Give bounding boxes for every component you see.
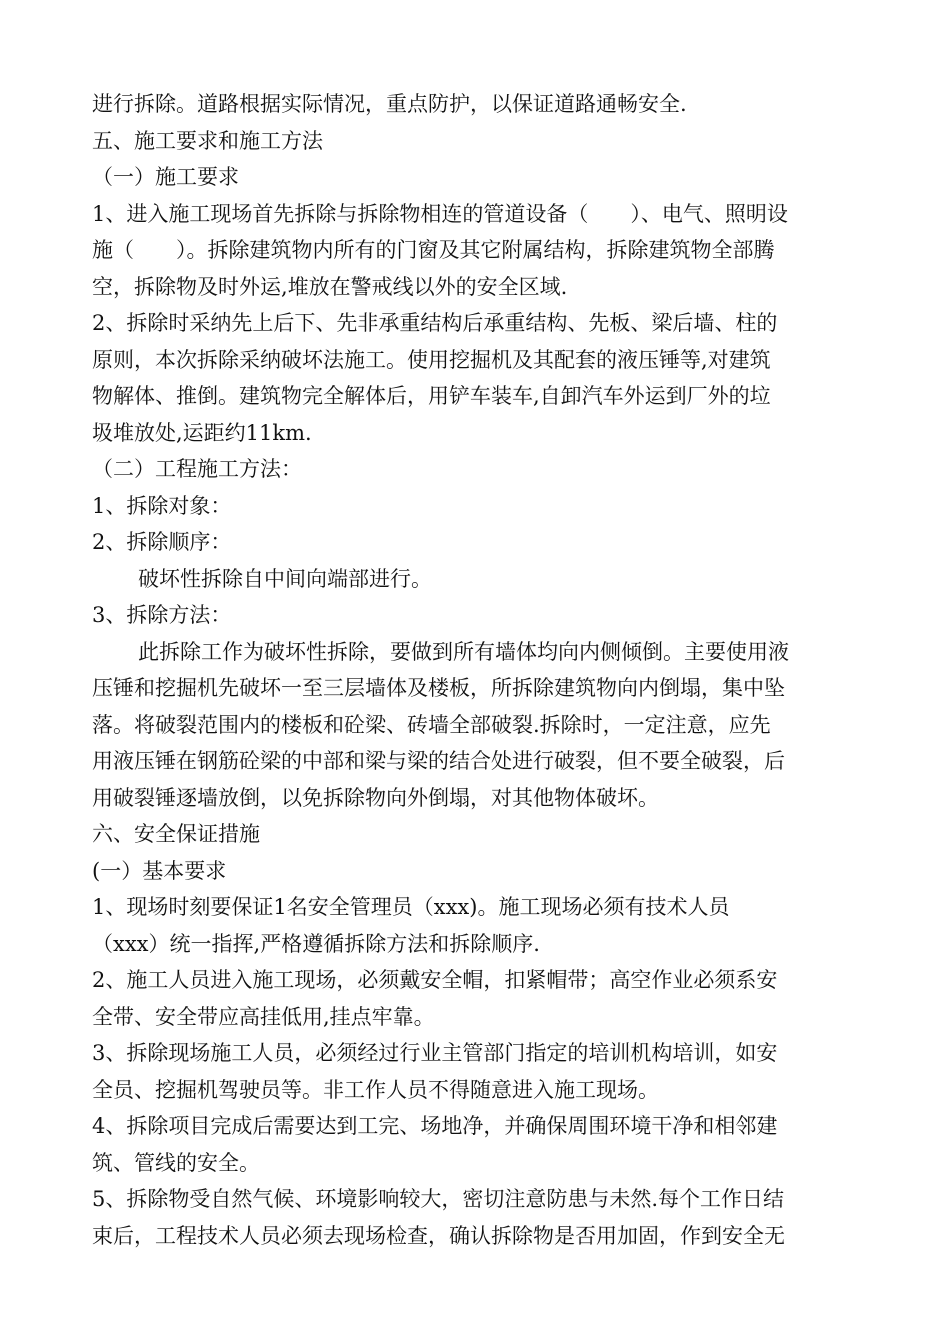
text-line: 5、拆除物受自然气候、环境影响较大，密切注意防患与未然.每个工作日结 bbox=[92, 1187, 785, 1211]
text-line: 筑、管线的安全。 bbox=[92, 1150, 260, 1175]
text-line: 1、现场时刻要保证1名安全管理员（xxx)。施工现场必须有技术人员 bbox=[92, 895, 730, 919]
text-line: 施（ ）。拆除建筑物内所有的门窗及其它附属结构，拆除建筑物全部腾 bbox=[92, 238, 775, 262]
text-line: 进行拆除。道路根据实际情况，重点防护，以保证道路通畅安全. bbox=[92, 92, 687, 116]
text-line: 圾堆放处,运距约11km. bbox=[92, 420, 312, 445]
indented-text-line: 此拆除工作为破坏性拆除，要做到所有墙体均向内侧倾倒。主要使用液 bbox=[138, 639, 789, 664]
subsection-heading: (一）基本要求 bbox=[92, 858, 227, 883]
text-line: 1、拆除对象： bbox=[92, 493, 232, 518]
text-line: 3、拆除现场施工人员，必须经过行业主管部门指定的培训机构培训，如安 bbox=[92, 1041, 778, 1065]
section-heading: 六、安全保证措施 bbox=[92, 822, 260, 846]
text-line: 2、拆除顺序： bbox=[92, 530, 232, 554]
text-line: 物解体、推倒。建筑物完全解体后，用铲车装车,自卸汽车外运到厂外的垃 bbox=[92, 384, 771, 408]
indented-text-line: 破坏性拆除自中间向端部进行。 bbox=[138, 566, 432, 591]
subsection-heading: （二）工程施工方法： bbox=[92, 457, 302, 481]
text-line: 全带、安全带应高挂低用,挂点牢靠。 bbox=[92, 1004, 435, 1029]
text-line: 压锤和挖掘机先破坏一至三层墙体及楼板，所拆除建筑物向内倒塌，集中坠 bbox=[92, 676, 785, 700]
subsection-heading: （一）施工要求 bbox=[92, 165, 239, 189]
text-line: 束后，工程技术人员必须去现场检查，确认拆除物是否用加固，作到安全无 bbox=[92, 1223, 785, 1248]
text-line: 3、拆除方法： bbox=[92, 603, 232, 627]
text-line: 原则，本次拆除采纳破坏法施工。使用挖掘机及其配套的液压锤等,对建筑 bbox=[92, 347, 771, 372]
text-line: 2、施工人员进入施工现场，必须戴安全帽，扣紧帽带；高空作业必须系安 bbox=[92, 968, 778, 992]
text-line: 2、拆除时采纳先上后下、先非承重结构后承重结构、先板、梁后墙、柱的 bbox=[92, 311, 778, 335]
text-line: （xxx）统一指挥,严格遵循拆除方法和拆除顺序. bbox=[92, 931, 540, 956]
text-line: 1、进入施工现场首先拆除与拆除物相连的管道设备（ ）、电气、照明设 bbox=[92, 201, 788, 226]
text-line: 用液压锤在钢筋砼梁的中部和梁与梁的结合处进行破裂，但不要全破裂，后 bbox=[92, 749, 785, 773]
text-line: 全员、挖掘机驾驶员等。非工作人员不得随意进入施工现场。 bbox=[92, 1077, 659, 1102]
section-heading: 五、施工要求和施工方法 bbox=[92, 128, 323, 153]
text-line: 4、拆除项目完成后需要达到工完、场地净，并确保周围环境干净和相邻建 bbox=[92, 1114, 778, 1138]
text-line: 用破裂锤逐墙放倒，以免拆除物向外倒塌，对其他物体破坏。 bbox=[92, 785, 659, 810]
document-page bbox=[92, 86, 892, 1254]
text-line: 落。将破裂范围内的楼板和砼梁、砖墙全部破裂.拆除时，一定注意，应先 bbox=[92, 712, 771, 737]
text-line: 空，拆除物及时外运,堆放在警戒线以外的安全区域. bbox=[92, 274, 568, 299]
